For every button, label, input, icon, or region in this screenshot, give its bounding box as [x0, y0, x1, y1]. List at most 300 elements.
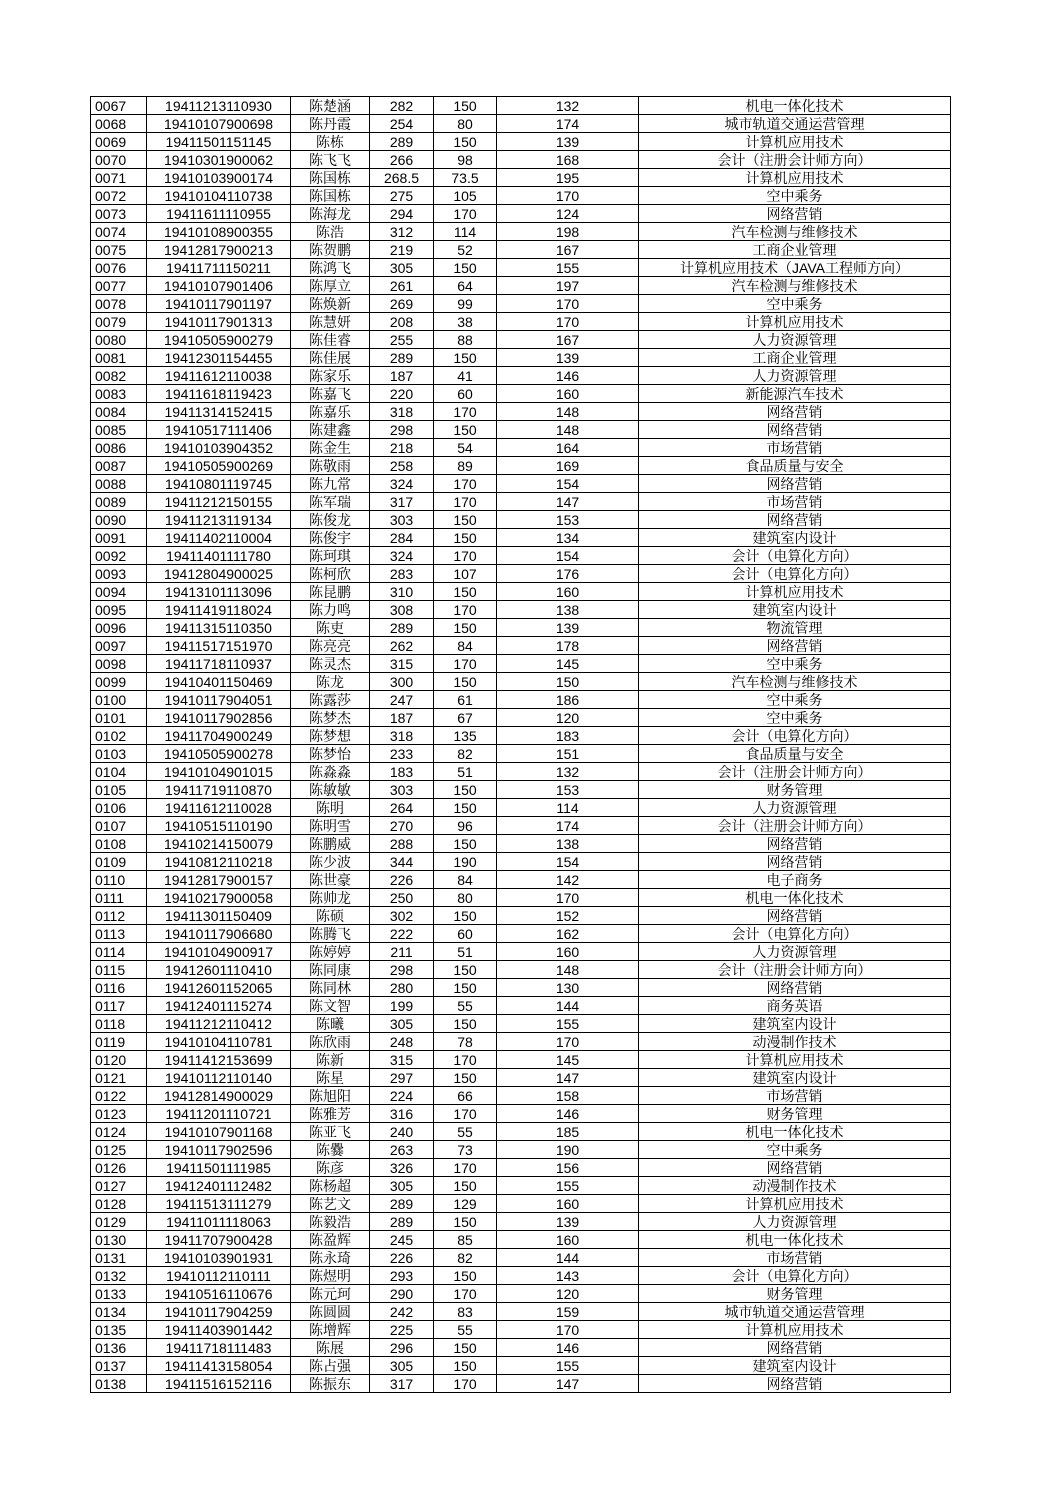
exam-id-cell: 19411612110038 [147, 367, 291, 385]
table-row [91, 961, 951, 979]
seq-cell: 0067 [91, 97, 147, 115]
seq-cell: 0136 [91, 1339, 147, 1357]
exam-id-cell: 19411611110955 [147, 205, 291, 223]
table-row [91, 1069, 951, 1087]
exam-score-cell: 186 [497, 691, 639, 709]
major-cell: 网络营销 [639, 1339, 951, 1357]
exam-score-cell: 120 [497, 709, 639, 727]
seq-cell: 0123 [91, 1105, 147, 1123]
total-score-cell: 317 [370, 493, 434, 511]
major-cell: 计算机应用技术 [639, 1051, 951, 1069]
name-cell: 陈煜明 [291, 1267, 370, 1285]
total-score-cell: 255 [370, 331, 434, 349]
seq-cell: 0124 [91, 1123, 147, 1141]
exam-score-cell: 155 [497, 1177, 639, 1195]
seq-cell: 0109 [91, 853, 147, 871]
table-row [91, 1285, 951, 1303]
major-cell: 动漫制作技术 [639, 1033, 951, 1051]
bonus-score-cell: 51 [434, 943, 497, 961]
exam-id-cell: 19410117901197 [147, 295, 291, 313]
seq-cell: 0114 [91, 943, 147, 961]
table-row [91, 637, 951, 655]
name-cell: 陈腾飞 [291, 925, 370, 943]
exam-id-cell: 19412814900029 [147, 1087, 291, 1105]
exam-score-cell: 146 [497, 367, 639, 385]
bonus-score-cell: 99 [434, 295, 497, 313]
total-score-cell: 226 [370, 871, 434, 889]
exam-id-cell: 19411419118024 [147, 601, 291, 619]
seq-cell: 0129 [91, 1213, 147, 1231]
name-cell: 陈同康 [291, 961, 370, 979]
bonus-score-cell: 150 [434, 133, 497, 151]
exam-id-cell: 19410103900174 [147, 169, 291, 187]
total-score-cell: 290 [370, 1285, 434, 1303]
table-row [91, 349, 951, 367]
exam-id-cell: 19412601152065 [147, 979, 291, 997]
table-row [91, 151, 951, 169]
bonus-score-cell: 105 [434, 187, 497, 205]
name-cell: 陈少波 [291, 853, 370, 871]
exam-id-cell: 19411212150155 [147, 493, 291, 511]
seq-cell: 0095 [91, 601, 147, 619]
exam-id-cell: 19410112110140 [147, 1069, 291, 1087]
name-cell: 陈佳睿 [291, 331, 370, 349]
exam-score-cell: 134 [497, 529, 639, 547]
seq-cell: 0137 [91, 1357, 147, 1375]
major-cell: 电子商务 [639, 871, 951, 889]
exam-id-cell: 19411718110937 [147, 655, 291, 673]
seq-cell: 0069 [91, 133, 147, 151]
exam-id-cell: 19411501111985 [147, 1159, 291, 1177]
major-cell: 计算机应用技术 [639, 133, 951, 151]
name-cell: 陈慧妍 [291, 313, 370, 331]
bonus-score-cell: 150 [434, 1339, 497, 1357]
name-cell: 陈亮亮 [291, 637, 370, 655]
table-row [91, 1033, 951, 1051]
name-cell: 陈敏敏 [291, 781, 370, 799]
table-row [91, 1231, 951, 1249]
major-cell: 财务管理 [639, 1285, 951, 1303]
name-cell: 陈海龙 [291, 205, 370, 223]
major-cell: 工商企业管理 [639, 349, 951, 367]
seq-cell: 0081 [91, 349, 147, 367]
major-cell: 会计（电算化方向） [639, 727, 951, 745]
total-score-cell: 250 [370, 889, 434, 907]
total-score-cell: 242 [370, 1303, 434, 1321]
exam-id-cell: 19410801119745 [147, 475, 291, 493]
major-cell: 建筑室内设计 [639, 1069, 951, 1087]
table-row [91, 763, 951, 781]
major-cell: 商务英语 [639, 997, 951, 1015]
exam-id-cell: 19410104900917 [147, 943, 291, 961]
name-cell: 陈杨超 [291, 1177, 370, 1195]
table-row [91, 727, 951, 745]
exam-score-cell: 154 [497, 547, 639, 565]
name-cell: 陈永琦 [291, 1249, 370, 1267]
name-cell: 陈雅芳 [291, 1105, 370, 1123]
exam-score-cell: 160 [497, 943, 639, 961]
bonus-score-cell: 55 [434, 1123, 497, 1141]
bonus-score-cell: 54 [434, 439, 497, 457]
exam-score-cell: 170 [497, 1321, 639, 1339]
major-cell: 建筑室内设计 [639, 1015, 951, 1033]
exam-score-cell: 145 [497, 1051, 639, 1069]
bonus-score-cell: 170 [434, 655, 497, 673]
bonus-score-cell: 82 [434, 1249, 497, 1267]
name-cell: 陈彦 [291, 1159, 370, 1177]
total-score-cell: 289 [370, 1195, 434, 1213]
bonus-score-cell: 150 [434, 961, 497, 979]
name-cell: 陈九常 [291, 475, 370, 493]
table-row [91, 367, 951, 385]
major-cell: 会计（电算化方向） [639, 547, 951, 565]
seq-cell: 0082 [91, 367, 147, 385]
name-cell: 陈鹏威 [291, 835, 370, 853]
name-cell: 陈嘉飞 [291, 385, 370, 403]
seq-cell: 0127 [91, 1177, 147, 1195]
exam-id-cell: 19411612110028 [147, 799, 291, 817]
bonus-score-cell: 55 [434, 997, 497, 1015]
bonus-score-cell: 80 [434, 115, 497, 133]
table-row [91, 817, 951, 835]
seq-cell: 0089 [91, 493, 147, 511]
table-row [91, 511, 951, 529]
table-row [91, 583, 951, 601]
total-score-cell: 324 [370, 547, 434, 565]
table-row [91, 925, 951, 943]
exam-score-cell: 139 [497, 1213, 639, 1231]
exam-score-cell: 167 [497, 241, 639, 259]
name-cell: 陈婷婷 [291, 943, 370, 961]
exam-id-cell: 19411213110930 [147, 97, 291, 115]
seq-cell: 0126 [91, 1159, 147, 1177]
exam-score-cell: 139 [497, 133, 639, 151]
exam-id-cell: 19411711150211 [147, 259, 291, 277]
exam-id-cell: 19410217900058 [147, 889, 291, 907]
table-row [91, 655, 951, 673]
major-cell: 网络营销 [639, 979, 951, 997]
exam-score-cell: 195 [497, 169, 639, 187]
total-score-cell: 284 [370, 529, 434, 547]
major-cell: 汽车检测与维修技术 [639, 223, 951, 241]
major-cell: 网络营销 [639, 1375, 951, 1393]
seq-cell: 0106 [91, 799, 147, 817]
name-cell: 陈金生 [291, 439, 370, 457]
seq-cell: 0102 [91, 727, 147, 745]
exam-score-cell: 170 [497, 1033, 639, 1051]
table-row [91, 331, 951, 349]
total-score-cell: 218 [370, 439, 434, 457]
exam-id-cell: 19411315110350 [147, 619, 291, 637]
total-score-cell: 262 [370, 637, 434, 655]
bonus-score-cell: 170 [434, 403, 497, 421]
exam-id-cell: 19410515110190 [147, 817, 291, 835]
major-cell: 建筑室内设计 [639, 1357, 951, 1375]
bonus-score-cell: 150 [434, 421, 497, 439]
seq-cell: 0071 [91, 169, 147, 187]
bonus-score-cell: 55 [434, 1321, 497, 1339]
seq-cell: 0085 [91, 421, 147, 439]
major-cell: 人力资源管理 [639, 331, 951, 349]
table-row [91, 1321, 951, 1339]
seq-cell: 0094 [91, 583, 147, 601]
seq-cell: 0104 [91, 763, 147, 781]
table-row [91, 313, 951, 331]
exam-score-cell: 124 [497, 205, 639, 223]
table-row [91, 457, 951, 475]
bonus-score-cell: 83 [434, 1303, 497, 1321]
table-row [91, 1015, 951, 1033]
bonus-score-cell: 170 [434, 205, 497, 223]
total-score-cell: 283 [370, 565, 434, 583]
seq-cell: 0091 [91, 529, 147, 547]
table-row [91, 799, 951, 817]
table-row [91, 619, 951, 637]
total-score-cell: 245 [370, 1231, 434, 1249]
exam-score-cell: 155 [497, 259, 639, 277]
major-cell: 空中乘务 [639, 295, 951, 313]
exam-id-cell: 19410117906680 [147, 925, 291, 943]
exam-id-cell: 19412804900025 [147, 565, 291, 583]
exam-score-cell: 138 [497, 835, 639, 853]
seq-cell: 0070 [91, 151, 147, 169]
exam-id-cell: 19410401150469 [147, 673, 291, 691]
total-score-cell: 305 [370, 1177, 434, 1195]
total-score-cell: 258 [370, 457, 434, 475]
bonus-score-cell: 170 [434, 601, 497, 619]
name-cell: 陈楚涵 [291, 97, 370, 115]
name-cell: 陈建鑫 [291, 421, 370, 439]
exam-id-cell: 19411707900428 [147, 1231, 291, 1249]
exam-score-cell: 139 [497, 619, 639, 637]
table-row [91, 529, 951, 547]
bonus-score-cell: 150 [434, 1213, 497, 1231]
bonus-score-cell: 51 [434, 763, 497, 781]
exam-score-cell: 190 [497, 1141, 639, 1159]
total-score-cell: 289 [370, 1213, 434, 1231]
exam-id-cell: 19411513111279 [147, 1195, 291, 1213]
seq-cell: 0080 [91, 331, 147, 349]
exam-score-cell: 155 [497, 1357, 639, 1375]
bonus-score-cell: 114 [434, 223, 497, 241]
seq-cell: 0105 [91, 781, 147, 799]
name-cell: 陈家乐 [291, 367, 370, 385]
seq-cell: 0107 [91, 817, 147, 835]
exam-score-cell: 146 [497, 1105, 639, 1123]
exam-score-cell: 159 [497, 1303, 639, 1321]
table-row [91, 1195, 951, 1213]
name-cell: 陈焕新 [291, 295, 370, 313]
name-cell: 陈丹霞 [291, 115, 370, 133]
exam-id-cell: 19411516152116 [147, 1375, 291, 1393]
major-cell: 网络营销 [639, 853, 951, 871]
total-score-cell: 247 [370, 691, 434, 709]
name-cell: 陈振东 [291, 1375, 370, 1393]
seq-cell: 0093 [91, 565, 147, 583]
name-cell: 陈占强 [291, 1357, 370, 1375]
total-score-cell: 226 [370, 1249, 434, 1267]
name-cell: 陈飞飞 [291, 151, 370, 169]
total-score-cell: 254 [370, 115, 434, 133]
name-cell: 陈曦 [291, 1015, 370, 1033]
bonus-score-cell: 41 [434, 367, 497, 385]
seq-cell: 0099 [91, 673, 147, 691]
major-cell: 财务管理 [639, 781, 951, 799]
total-score-cell: 220 [370, 385, 434, 403]
exam-id-cell: 19410301900062 [147, 151, 291, 169]
bonus-score-cell: 150 [434, 1177, 497, 1195]
bonus-score-cell: 73.5 [434, 169, 497, 187]
total-score-cell: 315 [370, 655, 434, 673]
seq-cell: 0090 [91, 511, 147, 529]
exam-id-cell: 19410117902596 [147, 1141, 291, 1159]
table-row [91, 997, 951, 1015]
exam-id-cell: 19410505900278 [147, 745, 291, 763]
bonus-score-cell: 60 [434, 925, 497, 943]
major-cell: 市场营销 [639, 1087, 951, 1105]
major-cell: 食品质量与安全 [639, 457, 951, 475]
bonus-score-cell: 61 [434, 691, 497, 709]
name-cell: 陈鸿飞 [291, 259, 370, 277]
name-cell: 陈吏 [291, 619, 370, 637]
exam-id-cell: 19411212110412 [147, 1015, 291, 1033]
exam-id-cell: 19411501151145 [147, 133, 291, 151]
seq-cell: 0133 [91, 1285, 147, 1303]
name-cell: 陈增辉 [291, 1321, 370, 1339]
bonus-score-cell: 150 [434, 259, 497, 277]
bonus-score-cell: 84 [434, 637, 497, 655]
name-cell: 陈文智 [291, 997, 370, 1015]
exam-id-cell: 19410112110111 [147, 1267, 291, 1285]
exam-score-cell: 167 [497, 331, 639, 349]
total-score-cell: 298 [370, 961, 434, 979]
bonus-score-cell: 78 [434, 1033, 497, 1051]
major-cell: 网络营销 [639, 511, 951, 529]
name-cell: 陈星 [291, 1069, 370, 1087]
major-cell: 市场营销 [639, 439, 951, 457]
exam-score-cell: 144 [497, 1249, 639, 1267]
exam-score-cell: 145 [497, 655, 639, 673]
seq-cell: 0088 [91, 475, 147, 493]
total-score-cell: 211 [370, 943, 434, 961]
major-cell: 网络营销 [639, 1159, 951, 1177]
exam-id-cell: 19411412153699 [147, 1051, 291, 1069]
seq-cell: 0125 [91, 1141, 147, 1159]
exam-score-cell: 170 [497, 889, 639, 907]
exam-score-cell: 160 [497, 1231, 639, 1249]
seq-cell: 0134 [91, 1303, 147, 1321]
bonus-score-cell: 170 [434, 1285, 497, 1303]
exam-score-cell: 143 [497, 1267, 639, 1285]
exam-score-cell: 147 [497, 1069, 639, 1087]
table-row [91, 1249, 951, 1267]
name-cell: 陈艺文 [291, 1195, 370, 1213]
major-cell: 市场营销 [639, 1249, 951, 1267]
name-cell: 陈珂琪 [291, 547, 370, 565]
seq-cell: 0131 [91, 1249, 147, 1267]
table-row [91, 835, 951, 853]
major-cell: 汽车检测与维修技术 [639, 277, 951, 295]
table-row [91, 1357, 951, 1375]
seq-cell: 0072 [91, 187, 147, 205]
exam-id-cell: 19410107901406 [147, 277, 291, 295]
major-cell: 会计（注册会计师方向） [639, 961, 951, 979]
table-row [91, 745, 951, 763]
major-cell: 工商企业管理 [639, 241, 951, 259]
bonus-score-cell: 82 [434, 745, 497, 763]
exam-id-cell: 19410505900279 [147, 331, 291, 349]
bonus-score-cell: 84 [434, 871, 497, 889]
bonus-score-cell: 150 [434, 799, 497, 817]
bonus-score-cell: 150 [434, 97, 497, 115]
seq-cell: 0068 [91, 115, 147, 133]
total-score-cell: 289 [370, 619, 434, 637]
seq-cell: 0122 [91, 1087, 147, 1105]
exam-id-cell: 19410117904259 [147, 1303, 291, 1321]
major-cell: 网络营销 [639, 475, 951, 493]
major-cell: 计算机应用技术 [639, 583, 951, 601]
table-row [91, 547, 951, 565]
exam-score-cell: 197 [497, 277, 639, 295]
exam-id-cell: 19410117904051 [147, 691, 291, 709]
name-cell: 陈盈辉 [291, 1231, 370, 1249]
major-cell: 空中乘务 [639, 655, 951, 673]
total-score-cell: 326 [370, 1159, 434, 1177]
exam-id-cell: 19410505900269 [147, 457, 291, 475]
exam-id-cell: 19410516110676 [147, 1285, 291, 1303]
total-score-cell: 317 [370, 1375, 434, 1393]
exam-score-cell: 164 [497, 439, 639, 457]
major-cell: 建筑室内设计 [639, 601, 951, 619]
major-cell: 城市轨道交通运营管理 [639, 1303, 951, 1321]
total-score-cell: 289 [370, 133, 434, 151]
bonus-score-cell: 150 [434, 835, 497, 853]
exam-score-cell: 160 [497, 385, 639, 403]
exam-score-cell: 147 [497, 493, 639, 511]
name-cell: 陈国栋 [291, 169, 370, 187]
total-score-cell: 298 [370, 421, 434, 439]
seq-cell: 0108 [91, 835, 147, 853]
major-cell: 人力资源管理 [639, 1213, 951, 1231]
exam-id-cell: 19411618119423 [147, 385, 291, 403]
name-cell: 陈俊宇 [291, 529, 370, 547]
name-cell: 陈淼淼 [291, 763, 370, 781]
bonus-score-cell: 73 [434, 1141, 497, 1159]
exam-score-cell: 148 [497, 421, 639, 439]
exam-score-cell: 148 [497, 403, 639, 421]
table-row [91, 1177, 951, 1195]
exam-id-cell: 19411719110870 [147, 781, 291, 799]
bonus-score-cell: 150 [434, 907, 497, 925]
exam-id-cell: 19411413158054 [147, 1357, 291, 1375]
total-score-cell: 294 [370, 205, 434, 223]
major-cell: 会计（电算化方向） [639, 925, 951, 943]
bonus-score-cell: 88 [434, 331, 497, 349]
seq-cell: 0086 [91, 439, 147, 457]
total-score-cell: 344 [370, 853, 434, 871]
exam-id-cell: 19410103901931 [147, 1249, 291, 1267]
bonus-score-cell: 60 [434, 385, 497, 403]
bonus-score-cell: 150 [434, 511, 497, 529]
table-row [91, 493, 951, 511]
major-cell: 会计（电算化方向） [639, 1267, 951, 1285]
seq-cell: 0113 [91, 925, 147, 943]
table-row [91, 871, 951, 889]
seq-cell: 0110 [91, 871, 147, 889]
name-cell: 陈敬雨 [291, 457, 370, 475]
name-cell: 陈梦怡 [291, 745, 370, 763]
total-score-cell: 297 [370, 1069, 434, 1087]
